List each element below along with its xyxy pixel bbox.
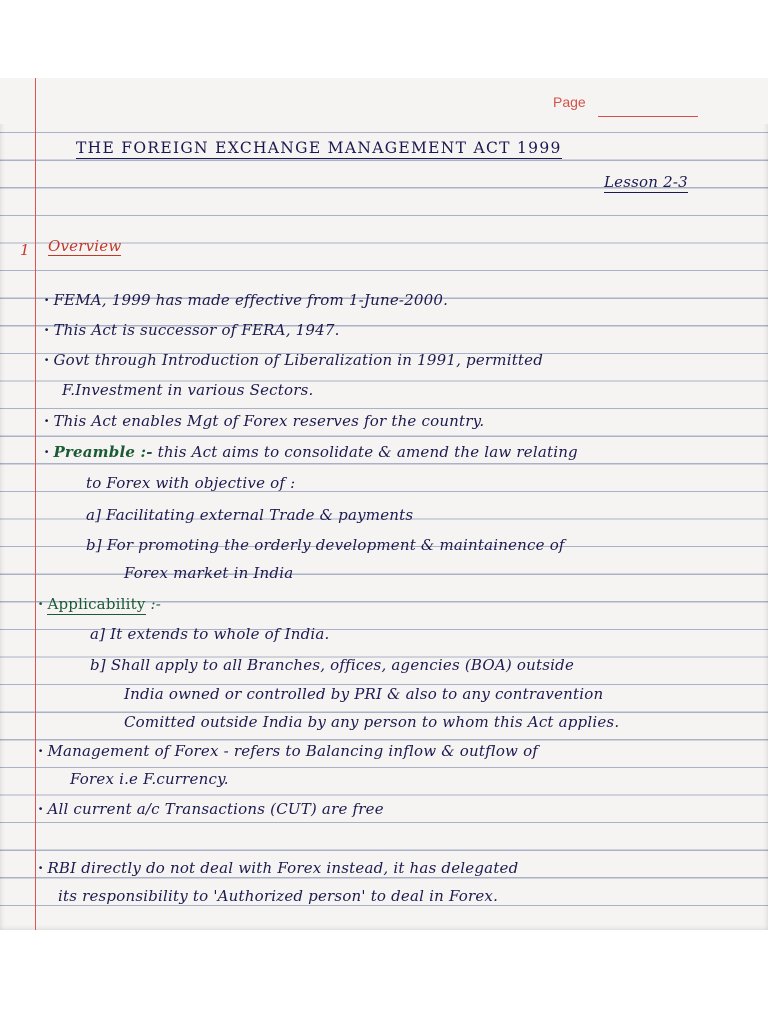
applicability-label: Applicability: [47, 595, 146, 613]
note-line-16: · Management of Forex - refers to Balancing inflow & outflow of: [38, 742, 539, 760]
note-line-13: b] Shall apply to all Branches, offices, agencies (BOA) outside: [90, 656, 575, 674]
note-line-18: · All current a/c Transactions (CUT) are free: [38, 800, 384, 818]
note-line-14: India owned or controlled by PRI & also to any contravention: [124, 685, 604, 703]
note-line-5: · This Act enables Mgt of Forex reserves for the country.: [44, 412, 485, 430]
note-line-4: F.Investment in various Sectors.: [62, 381, 314, 399]
note-line-3: · Govt through Introduction of Liberalization in 1991, permitted: [44, 351, 544, 369]
page-label: Page: [553, 94, 586, 110]
note-line-12: a] It extends to whole of India.: [90, 625, 330, 643]
lesson-text: Lesson 2-3: [604, 173, 688, 191]
note-line-9: b] For promoting the orderly development & maintainence of: [86, 536, 565, 554]
applicability-heading: · Applicability :-: [38, 595, 162, 613]
preamble-label: Preamble :-: [53, 443, 153, 461]
note-line-6: · Preamble :- this Act aims to consolidate & amend the law relating: [44, 443, 578, 461]
note-line-10: Forex market in India: [124, 564, 294, 582]
page-title: [76, 138, 562, 158]
note-line-8: a] Facilitating external Trade & payments: [86, 506, 414, 524]
page-header-band: [0, 78, 768, 124]
note-line-1: · FEMA, 1999 has made effective from 1-June-2000.: [44, 291, 449, 309]
note-line-2: · This Act is successor of FERA, 1947.: [44, 321, 340, 339]
note-line-20: its responsibility to 'Authorized person' to deal in Forex.: [58, 887, 499, 905]
title-text: THE FOREIGN EXCHANGE MANAGEMENT ACT 1999: [76, 139, 562, 157]
note-line-15: Comitted outside India by any person to whom this Act applies.: [124, 713, 620, 731]
section-heading: [48, 236, 121, 256]
section-heading-text: Overview: [48, 237, 122, 255]
note-line-19: · RBI directly do not deal with Forex instead, it has delegated: [38, 859, 519, 877]
note-line-17: Forex i.e F.currency.: [70, 770, 229, 788]
page-number-line: [598, 116, 698, 117]
margin-line: [35, 78, 36, 930]
lesson-label: [604, 172, 688, 192]
note-line-7: to Forex with objective of :: [86, 474, 296, 492]
section-number: 1: [20, 241, 30, 259]
